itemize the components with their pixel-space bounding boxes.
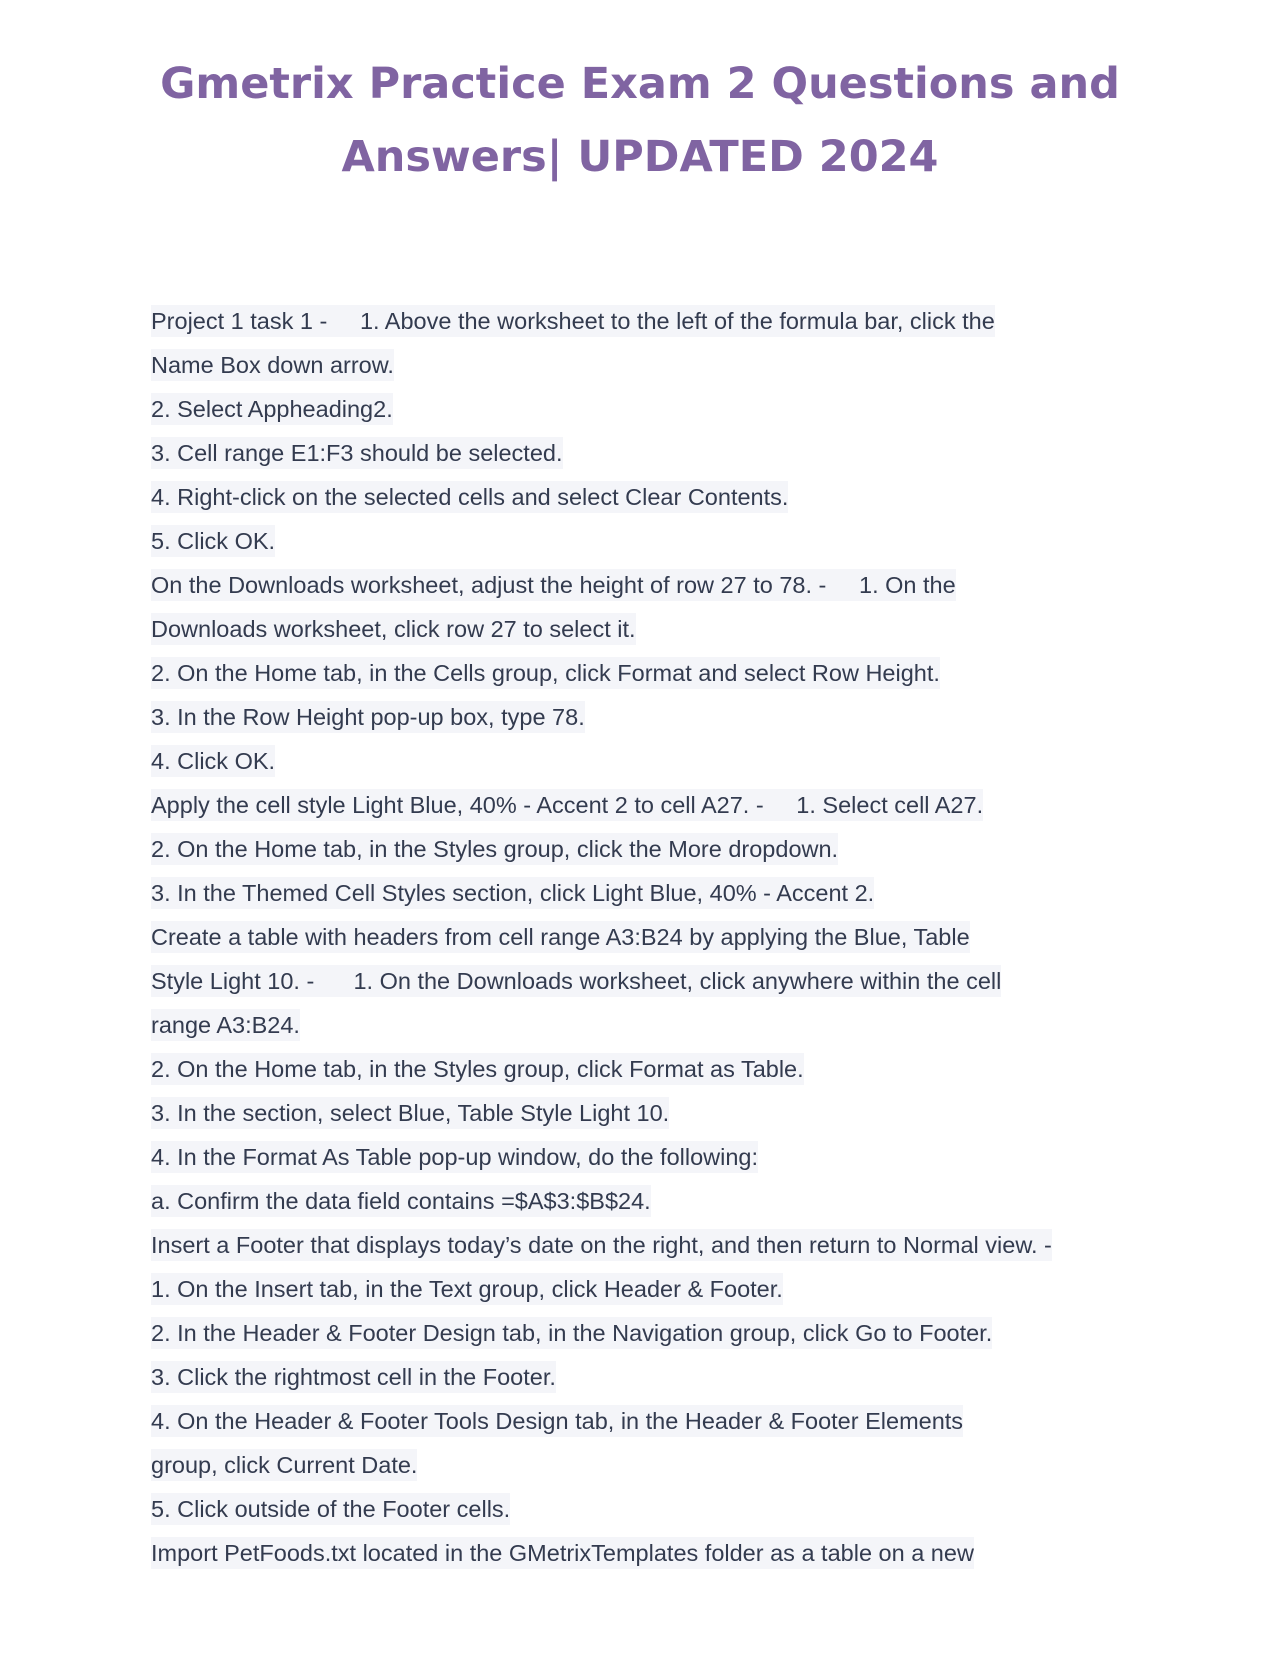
text-line-content: Create a table with headers from cell range A3:B24 by applying the Blue, Table [151,921,970,953]
text-line [151,651,1131,695]
text-line-content: Style Light 10. - 1. On the Downloads worksheet, click anywhere within the cell [151,965,1001,997]
text-line [151,519,1131,563]
text-line-content: Downloads worksheet, click row 27 to select it. [151,613,636,645]
text-line-content: Name Box down arrow. [151,349,394,381]
text-line-content: range A3:B24. [151,1009,300,1041]
text-line [151,695,1131,739]
text-line [151,1399,1131,1443]
text-line [151,959,1131,1003]
text-line [151,871,1131,915]
text-line-content: 5. Click OK. [151,525,275,557]
text-line-content: 4. On the Header & Footer Tools Design tab, in the Header & Footer Elements [151,1405,963,1437]
text-line-content: 3. In the Themed Cell Styles section, click Light Blue, 40% - Accent 2. [151,877,874,909]
text-line [151,1267,1131,1311]
document-title [150,48,1130,194]
text-line [151,783,1131,827]
text-line [151,1047,1131,1091]
text-line-content: 2. On the Home tab, in the Cells group, click Format and select Row Height. [151,657,940,689]
text-line [151,1135,1131,1179]
text-line [151,1487,1131,1531]
text-line [151,1355,1131,1399]
text-line-content: Insert a Footer that displays today’s date on the right, and then return to Normal view. - [151,1229,1052,1261]
text-line [151,563,1131,607]
text-line-content: 5. Click outside of the Footer cells. [151,1493,510,1525]
text-line [151,1003,1131,1047]
text-line-content: Import PetFoods.txt located in the GMetrixTemplates folder as a table on a new [151,1537,974,1569]
text-line [151,827,1131,871]
text-line [151,607,1131,651]
text-line-content: 4. Click OK. [151,745,275,777]
text-line [151,1223,1131,1267]
text-line-content: 3. Cell range E1:F3 should be selected. [151,437,563,469]
text-line-content: 2. Select Appheading2. [151,393,393,425]
text-line-content: a. Confirm the data field contains =$A$3:$B$24. [151,1185,651,1217]
text-line-content: On the Downloads worksheet, adjust the height of row 27 to 78. - 1. On the [151,569,956,601]
document-body [151,299,1131,1575]
text-line [151,1091,1131,1135]
text-line-content: 1. On the Insert tab, in the Text group, click Header & Footer. [151,1273,783,1305]
text-line-content: 2. On the Home tab, in the Styles group, click Format as Table. [151,1053,804,1085]
text-line [151,431,1131,475]
text-line [151,299,1131,343]
text-line-content: 4. In the Format As Table pop-up window, do the following: [151,1141,758,1173]
text-line [151,915,1131,959]
text-line [151,1179,1131,1223]
title-line-2: Answers| UPDATED 2024 [341,132,939,182]
text-line [151,739,1131,783]
text-line-content: Apply the cell style Light Blue, 40% - Accent 2 to cell A27. - 1. Select cell A27. [151,789,983,821]
text-line-content: 4. Right-click on the selected cells and select Clear Contents. [151,481,788,513]
text-line-content: 2. In the Header & Footer Design tab, in the Navigation group, click Go to Footer. [151,1317,992,1349]
text-line-content: Project 1 task 1 - 1. Above the worksheet to the left of the formula bar, click the [151,305,995,337]
text-line-content: 3. In the Row Height pop-up box, type 78. [151,701,585,733]
text-line [151,1311,1131,1355]
text-line [151,387,1131,431]
text-line [151,1443,1131,1487]
text-line [151,343,1131,387]
text-line-content: 2. On the Home tab, in the Styles group, click the More dropdown. [151,833,838,865]
text-line-content: group, click Current Date. [151,1449,417,1481]
text-line-content: 3. In the section, select Blue, Table Style Light 10. [151,1097,669,1129]
text-line-content: 3. Click the rightmost cell in the Footer. [151,1361,556,1393]
text-line [151,1531,1131,1575]
title-line-1: Gmetrix Practice Exam 2 Questions and [160,59,1120,109]
text-line [151,475,1131,519]
